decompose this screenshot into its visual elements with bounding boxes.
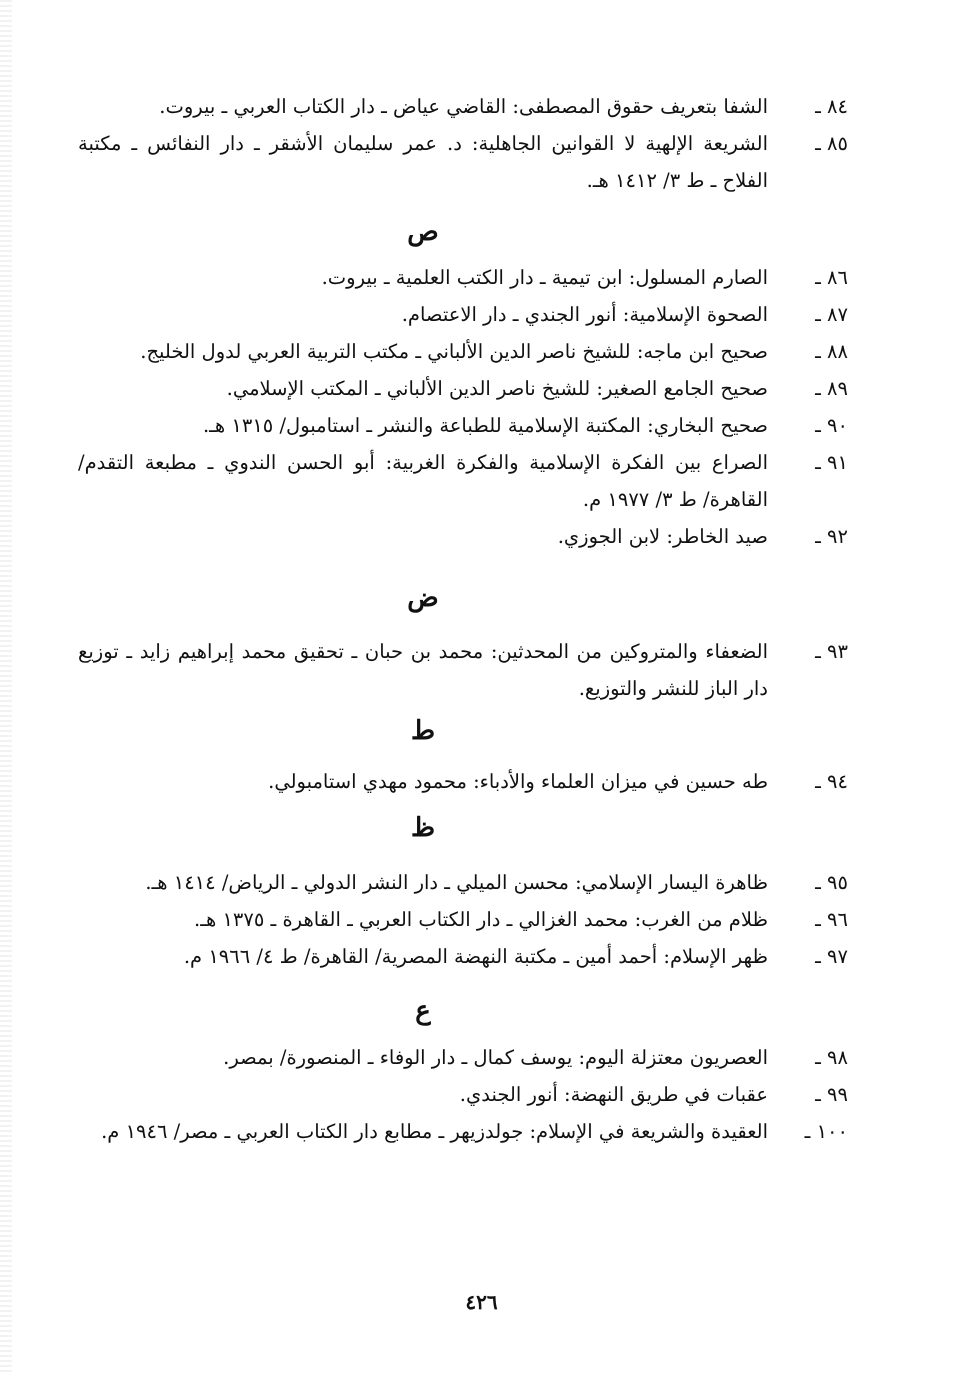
bibliography-entry-94 — [78, 763, 848, 800]
scan-edge-texture — [0, 0, 12, 1375]
bibliography-entry-89 — [78, 370, 848, 407]
section-letter-ain: ع — [415, 996, 431, 1026]
entry-text: صحيح البخاري: المكتبة الإسلامية للطباعة والنشر ـ استامبول/ ١٣١٥ هـ. — [202, 414, 768, 437]
bibliography-entry-86 — [78, 259, 848, 296]
entry-text: الصراع بين الفكرة الإسلامية والفكرة الغربية: أبو الحسن الندوي ـ مطبعة التقدم/ القاهرة/ ط ٣/ ١٩٧٧ م. — [78, 451, 768, 511]
bibliography-entry-99 — [78, 1076, 848, 1113]
bibliography-entry-95 — [78, 864, 848, 901]
bibliography-entry-100 — [78, 1113, 848, 1150]
entry-number: ٩٤ ـ — [815, 770, 848, 793]
bibliography-entry-98 — [78, 1039, 848, 1076]
bibliography-list — [78, 88, 848, 1150]
entry-text: صيد الخاطر: لابن الجوزي. — [557, 525, 768, 548]
section-letter-ta: ط — [410, 716, 436, 746]
entry-number: ٩٧ ـ — [815, 945, 848, 968]
entry-number: ٨٦ ـ — [815, 266, 848, 289]
bibliography-entry-93 — [78, 633, 848, 707]
page-number: ٤٢٦ — [465, 1290, 498, 1314]
entry-number: ٨٥ ـ — [815, 132, 848, 155]
bibliography-entry-85 — [78, 125, 848, 199]
section-letter-dad: ض — [407, 583, 439, 613]
entry-text: صحيح الجامع الصغير: للشيخ ناصر الدين الألباني ـ المكتب الإسلامي. — [226, 377, 768, 400]
bibliography-entry-97 — [78, 938, 848, 975]
entry-text: صحيح ابن ماجه: للشيخ ناصر الدين الألباني ـ مكتب التربية العربي لدول الخليج. — [140, 340, 768, 363]
bibliography-entry-91 — [78, 444, 848, 518]
entry-text: الضعفاء والمتروكين من المحدثين: محمد بن حبان ـ تحقيق محمد إبراهيم زايد ـ توزيع دار الباز للنشر والتوزيع. — [78, 640, 768, 700]
bibliography-entry-88 — [78, 333, 848, 370]
section-letter-sad: ص — [407, 217, 439, 247]
entry-number: ٩٢ ـ — [815, 525, 848, 548]
entry-number: ٩٨ ـ — [815, 1046, 848, 1069]
entry-text: ظاهرة اليسار الإسلامي: محسن الميلي ـ دار النشر الدولي ـ الرياض/ ١٤١٤ هـ. — [145, 871, 768, 894]
entry-text: الشفا بتعريف حقوق المصطفى: القاضي عياض ـ دار الكتاب العربي ـ بيروت. — [159, 95, 768, 118]
entry-number: ١٠٠ ـ — [804, 1120, 848, 1143]
entry-number: ٩٦ ـ — [815, 908, 848, 931]
bibliography-entry-96 — [78, 901, 848, 938]
entry-text: الصحوة الإسلامية: أنور الجندي ـ دار الاعتصام. — [401, 303, 768, 326]
entry-number: ٩٠ ـ — [815, 414, 848, 437]
entry-number: ٨٩ ـ — [815, 377, 848, 400]
entry-text: ظهر الإسلام: أحمد أمين ـ مكتبة النهضة المصرية/ القاهرة/ ط ٤/ ١٩٦٦ م. — [183, 945, 768, 968]
bibliography-entry-90 — [78, 407, 848, 444]
bibliography-entry-84 — [78, 88, 848, 125]
section-letter-za: ظ — [410, 813, 436, 843]
entry-text: طه حسين في ميزان العلماء والأدباء: محمود مهدي استامبولي. — [268, 770, 768, 793]
entry-text: عقبات في طريق النهضة: أنور الجندي. — [459, 1083, 768, 1106]
entry-number: ٩١ ـ — [815, 451, 848, 474]
entry-number: ٩٩ ـ — [815, 1083, 848, 1106]
bibliography-entry-92 — [78, 518, 848, 555]
entry-number: ٩٥ ـ — [815, 871, 848, 894]
entry-number: ٩٣ ـ — [815, 640, 848, 663]
entry-number: ٨٨ ـ — [815, 340, 848, 363]
entry-text: الشريعة الإلهية لا القوانين الجاهلية: د. عمر سليمان الأشقر ـ دار النفائس ـ مكتبة الفلاح ـ ط ٣/ ١٤١٢ هـ. — [78, 132, 768, 192]
entry-text: العصريون معتزلة اليوم: يوسف كمال ـ دار الوفاء ـ المنصورة/ بمصر. — [223, 1046, 768, 1069]
bibliography-entry-87 — [78, 296, 848, 333]
entry-text: ظلام من الغرب: محمد الغزالي ـ دار الكتاب العربي ـ القاهرة ـ ١٣٧٥ هـ. — [194, 908, 768, 931]
entry-number: ٨٧ ـ — [815, 303, 848, 326]
entry-text: العقيدة والشريعة في الإسلام: جولدزيهر ـ مطابع دار الكتاب العربي ـ مصر/ ١٩٤٦ م. — [101, 1120, 768, 1143]
entry-number: ٨٤ ـ — [815, 95, 848, 118]
entry-text: الصارم المسلول: ابن تيمية ـ دار الكتب العلمية ـ بيروت. — [321, 266, 768, 289]
